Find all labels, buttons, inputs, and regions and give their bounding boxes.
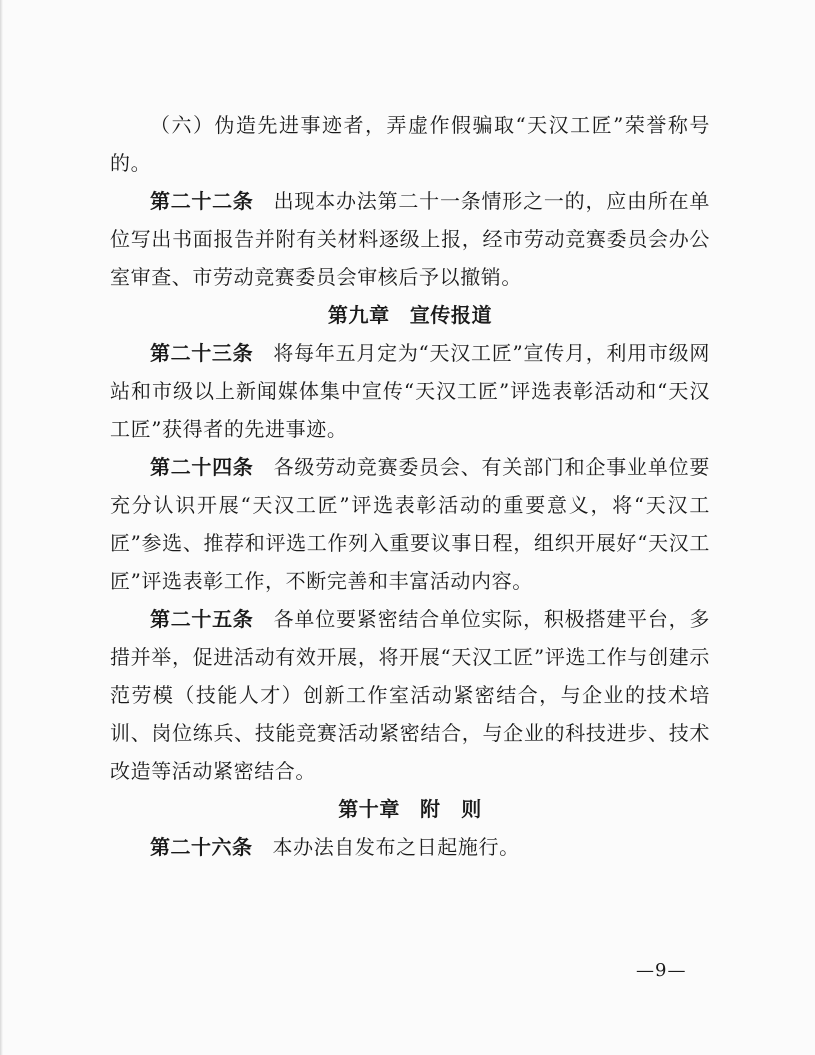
article-26-text: 本办法自发布之日起施行。 xyxy=(272,835,520,859)
article-22-paragraph xyxy=(110,182,710,296)
chapter-9-title: 宣传报道 xyxy=(409,303,493,327)
article-22-heading: 第二十二条 xyxy=(150,189,254,213)
article-23-text: 将每年五月定为“天汉工匠”宣传月，利用市级网站和市级以上新闻媒体集中宣传“天汉工匠”评选表彰活动和“天汉工匠”获得者的先进事迹。 xyxy=(110,341,710,441)
document-body xyxy=(110,106,710,866)
article-24-paragraph xyxy=(110,448,710,600)
scan-edge xyxy=(0,0,3,1055)
chapter-10-heading xyxy=(110,790,710,828)
article-23-heading: 第二十三条 xyxy=(150,341,254,365)
chapter-10-number: 第十章 xyxy=(338,797,400,821)
item-6-paragraph xyxy=(110,106,710,182)
article-25-paragraph xyxy=(110,600,710,790)
article-23-paragraph xyxy=(110,334,710,448)
chapter-9-number: 第九章 xyxy=(327,303,390,327)
chapter-9-heading xyxy=(110,296,710,334)
article-25-text: 各单位要紧密结合单位实际，积极搭建平台，多措并举，促进活动有效开展，将开展“天汉工匠”评选工作与创建示范劳模（技能人才）创新工作室活动紧密结合，与企业的技术培训、岗位练兵、技能竞赛活动紧密结合，与企业的科技进步、技术改造等活动紧密结合。 xyxy=(110,607,711,783)
chapter-10-title: 附 则 xyxy=(420,797,482,821)
article-24-heading: 第二十四条 xyxy=(150,455,254,479)
article-26-paragraph xyxy=(110,828,710,866)
item-6-text: （六）伪造先进事迹者，弄虚作假骗取“天汉工匠”荣誉称号的。 xyxy=(110,113,710,175)
article-25-heading: 第二十五条 xyxy=(150,607,254,631)
article-24-text: 各级劳动竞赛委员会、有关部门和企事业单位要充分认识开展“天汉工匠”评选表彰活动的重要意义，将“天汉工匠”参选、推荐和评选工作列入重要议事日程，组织开展好“天汉工匠”评选表彰工作，不断完善和丰富活动内容。 xyxy=(110,455,711,593)
page-number: —9— xyxy=(636,960,687,981)
article-22-text: 出现本办法第二十一条情形之一的，应由所在单位写出书面报告并附有关材料逐级上报，经市劳动竞赛委员会办公室审查、市劳动竞赛委员会审核后予以撤销。 xyxy=(110,189,711,289)
article-26-heading: 第二十六条 xyxy=(150,835,253,859)
